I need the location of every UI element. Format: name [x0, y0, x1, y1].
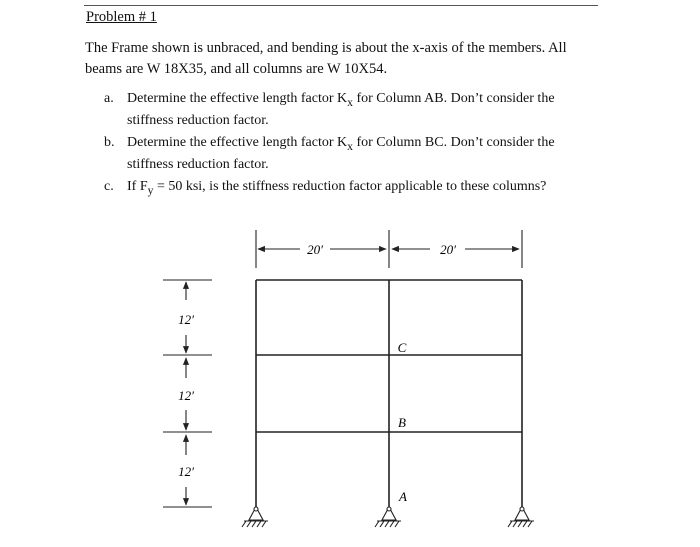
question-text-rest: = 50 ksi, is the stiffness reduction factor applicable to these columns?: [153, 178, 547, 194]
intro-line-1: The Frame shown is unbraced, and bending is about the x-axis of the members. All: [85, 40, 567, 56]
story-height-label-3: 12′: [178, 464, 194, 479]
question-text-line2: stiffness reduction factor.: [127, 156, 269, 172]
subscript: x: [347, 139, 353, 153]
joint-label-a: A: [399, 489, 407, 504]
joint-label-c: C: [397, 340, 407, 355]
question-c: [104, 178, 624, 200]
pin-support-left: [242, 507, 268, 527]
bay-span-label-1: 20′: [307, 242, 323, 257]
story-height-label-2: 12′: [178, 388, 194, 403]
story-height-label-1: 12′: [178, 312, 194, 327]
question-text: If F: [127, 178, 148, 194]
question-text: Determine the effective length factor K: [127, 91, 348, 106]
problem-heading: Problem # 1: [86, 9, 157, 25]
frame-members: [256, 280, 522, 507]
bay-span-label-2: 20′: [440, 242, 456, 257]
intro-line-2: beams are W 18X35, and all columns are W 10X54.: [85, 61, 388, 77]
question-text: Determine the effective length factor K: [127, 134, 348, 150]
question-b: [104, 134, 624, 174]
problem-intro: [85, 38, 625, 80]
horizontal-dimension: [256, 230, 522, 268]
question-text-line2: stiffness reduction factor.: [127, 112, 269, 128]
question-a: [104, 90, 624, 130]
vertical-dimension: [163, 280, 212, 507]
top-rule: [84, 5, 598, 6]
joint-label-b: B: [398, 415, 406, 430]
question-list: [104, 90, 624, 203]
subscript: y: [147, 183, 154, 197]
question-text-rest: for Column AB. Don’t consider the: [352, 91, 555, 106]
pin-support-center: [375, 507, 401, 527]
pin-support-right: [508, 507, 534, 527]
question-marker: b.: [104, 134, 115, 150]
question-marker: c.: [104, 178, 114, 194]
question-marker: a.: [104, 91, 114, 106]
question-text-rest: for Column BC. Don’t consider the: [352, 134, 555, 150]
subscript: x: [347, 95, 353, 109]
